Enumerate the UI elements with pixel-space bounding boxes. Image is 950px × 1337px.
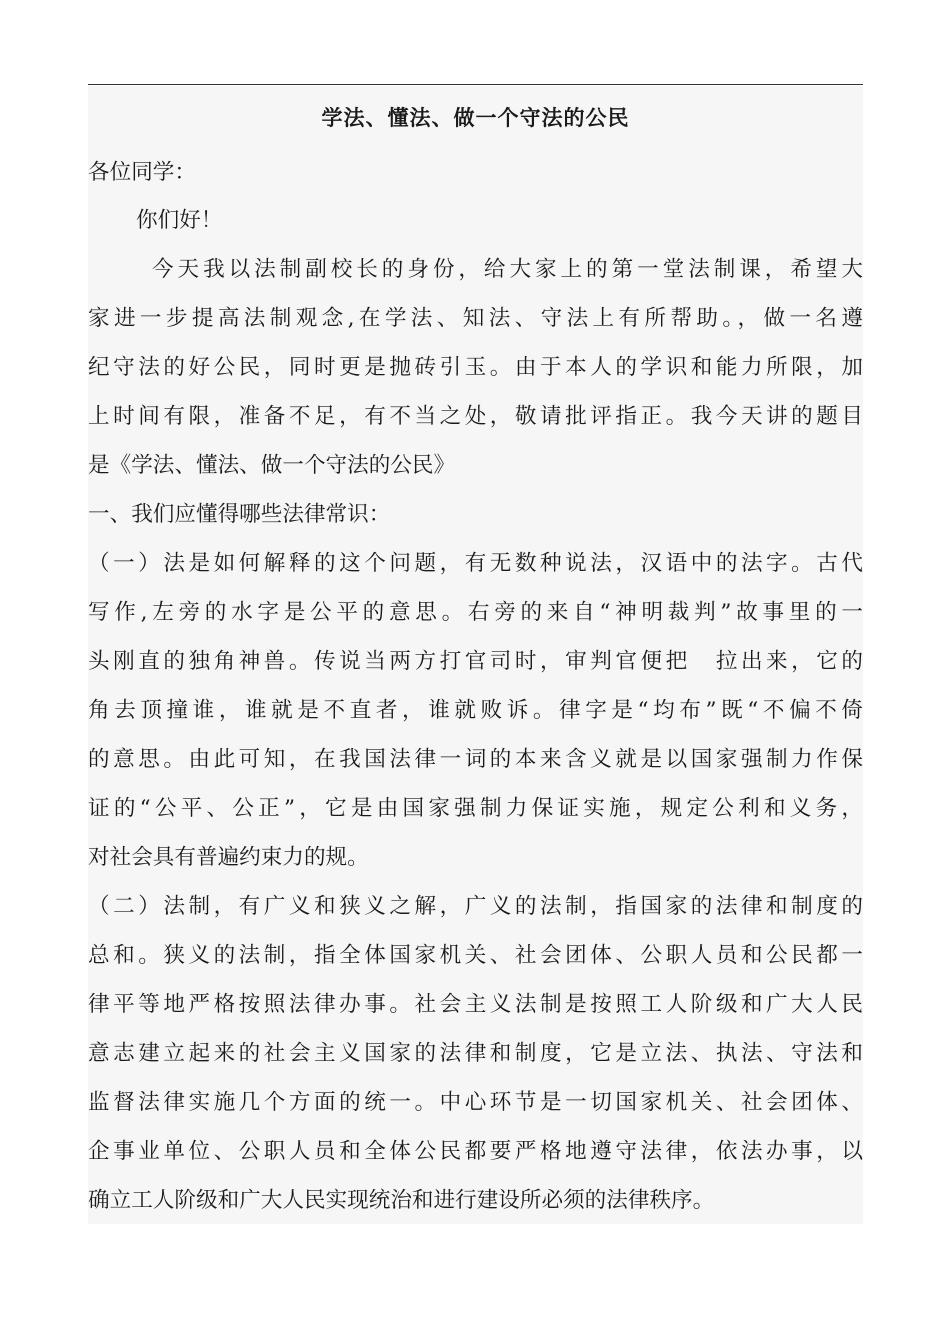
paragraph-line: （一）法是如何解释的这个问题，有无数种说法，汉语中的法字。古代 xyxy=(88,551,863,576)
paragraph-line: 意志建立起来的社会主义国家的法律和制度，它是立法、执法、守法和 xyxy=(88,1041,863,1066)
paragraph-line: 证的“公平、公正”，它是由国家强制力保证实施，规定公利和义务， xyxy=(88,796,863,821)
greeting: 你们好！ xyxy=(136,208,223,233)
paragraph-line: 角去顶撞谁，谁就是不直者，谁就败诉。律字是“均布”既“不偏不倚 xyxy=(88,698,863,723)
paragraph-line: 纪守法的好公民，同时更是抛砖引玉。由于本人的学识和能力所限，加 xyxy=(88,355,863,380)
paragraph-line: 律平等地严格按照法律办事。社会主义法制是按照工人阶级和广大人民 xyxy=(88,992,863,1017)
document-body xyxy=(88,86,863,1224)
paragraph-line: 企事业单位、公职人员和全体公民都要严格地遵守法律，依法办事，以 xyxy=(88,1139,863,1164)
paragraph-line: 是《学法、懂法、做一个守法的公民》 xyxy=(88,453,456,478)
paragraph-line: 监督法律实施几个方面的统一。中心环节是一切国家机关、社会团体、 xyxy=(88,1090,863,1115)
paragraph-line: 的意思。由此可知，在我国法律一词的本来含义就是以国家强制力作保 xyxy=(88,747,863,772)
paragraph-line: 总和。狭义的法制，指全体国家机关、社会团体、公职人员和公民都一 xyxy=(88,943,863,968)
paragraph-line: 家进一步提高法制观念,在学法、知法、守法上有所帮助。，做一名遵 xyxy=(88,306,863,331)
document-title: 学法、懂法、做一个守法的公民 xyxy=(321,106,630,130)
paragraph-line: （二）法制，有广义和狭义之解，广义的法制，指国家的法律和制度的 xyxy=(88,894,863,919)
paragraph-line: 今天我以法制副校长的身份，给大家上的第一堂法制课，希望大 xyxy=(152,257,863,282)
header-rule xyxy=(88,84,863,85)
section-heading: 一、我们应懂得哪些法律常识： xyxy=(88,502,391,527)
salutation: 各位同学： xyxy=(88,160,196,185)
paragraph-line: 对社会具有普遍约束力的规。 xyxy=(88,845,369,870)
paragraph-line: 上时间有限，准备不足，有不当之处，敬请批评指正。我今天讲的题目 xyxy=(88,404,863,429)
paragraph-line: 头刚直的独角神兽。传说当两方打官司时，审判官便把 拉出来，它的 xyxy=(88,649,863,674)
paragraph-line: 写作,左旁的水字是公平的意思。右旁的来自“神明裁判”故事里的一 xyxy=(88,600,863,625)
paragraph-line: 确立工人阶级和广大人民实现统治和进行建设所必须的法律秩序。 xyxy=(88,1188,715,1213)
